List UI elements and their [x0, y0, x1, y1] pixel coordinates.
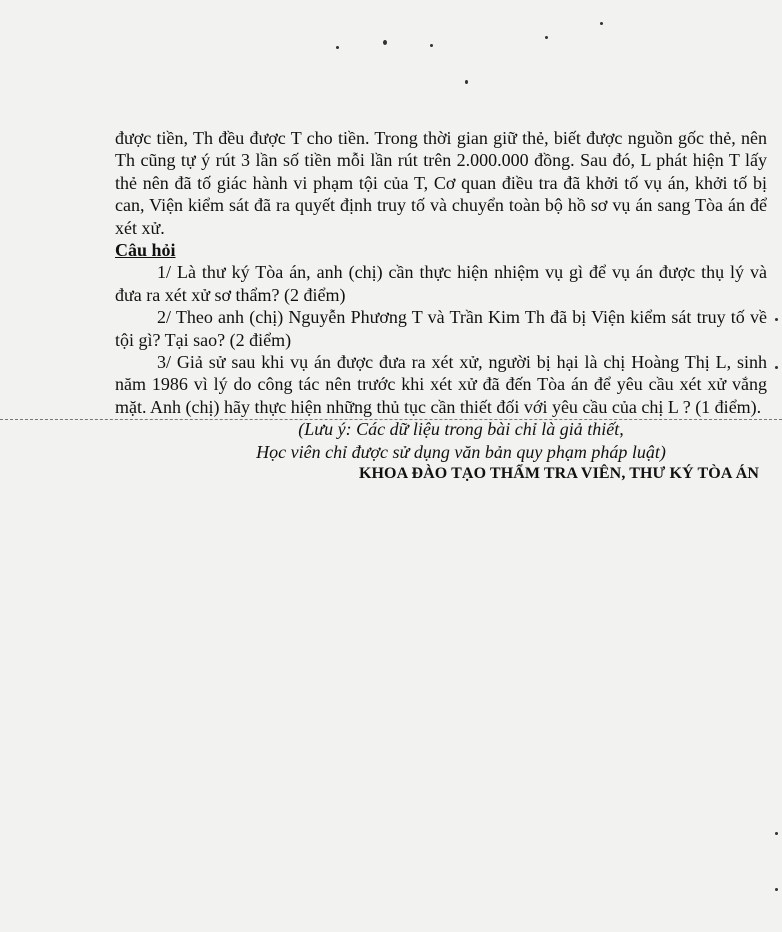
- bleed-through-text-lower: [70, 500, 762, 920]
- scan-speck: [430, 44, 433, 47]
- case-paragraph: được tiền, Th đều được T cho tiền. Trong thời gian giữ thẻ, biết được nguồn gốc thẻ, nên Th cũng tự ý rút 3 lần số tiền mỗi lần rút trên 2.000.000 đồng. Sau đó, L phát hiện T lấy thẻ nên đã tố giác hành vi phạm tội của T, Cơ quan điều tra đã khởi tố vụ án, khởi tố bị can, Viện kiểm sát đã ra quyết định truy tố và chuyển toàn bộ hồ sơ vụ án sang Tòa án để xét xử.: [115, 128, 767, 238]
- scan-speck: [465, 80, 468, 84]
- bleed-through-text: [70, 40, 762, 120]
- scan-speck: [545, 36, 548, 39]
- signature-block: KHOA ĐÀO TẠO THẨM TRA VIÊN, THƯ KÝ TÒA ÁN: [358, 465, 759, 483]
- document-body: [115, 127, 767, 486]
- question-3: 3/ Giả sử sau khi vụ án được đưa ra xét xử, người bị hại là chị Hoàng Thị L, sinh năm 1986 vì lý do công tác nên trước khi xét xử đã đến Tòa án để yêu cầu xét xử vắng mặt. Anh (chị) hãy thực hiện những thủ tục cần thiết đối với yêu cầu của chị L ? (1 điểm).: [115, 352, 767, 417]
- scan-speck: [775, 832, 778, 835]
- scan-speck: [600, 22, 603, 25]
- scan-speck: [775, 888, 778, 891]
- note-line-1: (Lưu ý: Các dữ liệu trong bài chỉ là giả thiết,: [298, 419, 624, 440]
- question-2: 2/ Theo anh (chị) Nguyễn Phương T và Trần Kim Th đã bị Viện kiểm sát truy tố về tội gì? Tại sao? (2 điểm): [115, 307, 767, 350]
- question-1: 1/ Là thư ký Tòa án, anh (chị) cần thực hiện nhiệm vụ gì để vụ án được thụ lý và đưa ra xét xử sơ thẩm? (2 điểm): [115, 262, 767, 305]
- scan-speck: [336, 46, 339, 49]
- scan-speck: [775, 366, 778, 369]
- scan-speck: [775, 318, 778, 321]
- questions-heading: Câu hỏi: [115, 240, 176, 261]
- note-line-2: Học viên chỉ được sử dụng văn bản quy phạm pháp luật): [256, 441, 666, 462]
- scan-speck: [383, 40, 387, 45]
